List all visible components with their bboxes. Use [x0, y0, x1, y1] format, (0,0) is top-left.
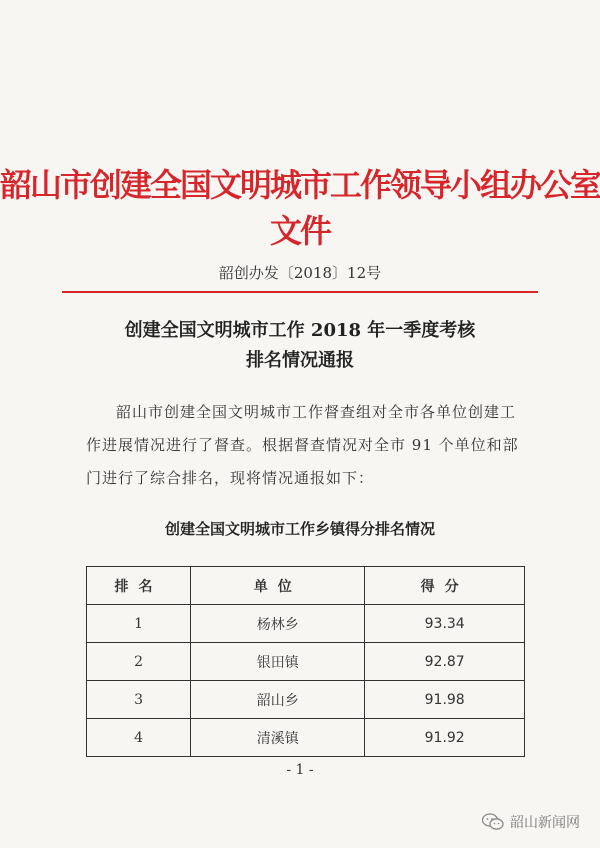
cell-unit: 清溪镇	[191, 719, 365, 757]
cell-score: 93.34	[365, 605, 525, 643]
body-text	[86, 396, 526, 495]
table-row	[87, 605, 525, 643]
main-title-line-1: 创建全国文明城市工作 2018 年一季度考核	[124, 320, 476, 341]
table-row	[87, 643, 525, 681]
header-title: 韶山市创建全国文明城市工作领导小组办公室文件	[0, 166, 600, 250]
main-title-line-2: 排名情况通报	[246, 350, 354, 371]
cell-unit: 杨林乡	[191, 605, 365, 643]
table-row	[87, 719, 525, 757]
cell-score: 91.92	[365, 719, 525, 757]
red-divider	[62, 291, 538, 293]
wechat-icon	[482, 813, 504, 831]
cell-score: 92.87	[365, 643, 525, 681]
cell-rank: 1	[87, 605, 191, 643]
main-title	[0, 316, 600, 376]
watermark	[482, 811, 580, 833]
watermark-text: 韶山新闻网	[510, 815, 580, 831]
doc-number: 韶创办发〔2018〕12号	[218, 264, 382, 282]
header-unit: 单位	[191, 567, 365, 605]
header-rank: 排名	[87, 567, 191, 605]
page-number: - 1 -	[286, 762, 314, 778]
body-paragraph: 韶山市创建全国文明城市工作督查组对全市各单位创建工作进展情况进行了督查。根据督查情况对全市 91 个单位和部门进行了综合排名，现将情况通报如下：	[86, 403, 519, 487]
cell-rank: 4	[87, 719, 191, 757]
cell-rank: 2	[87, 643, 191, 681]
table-header-row	[87, 567, 525, 605]
table-title: 创建全国文明城市工作乡镇得分排名情况	[164, 520, 435, 538]
cell-unit: 韶山乡	[191, 681, 365, 719]
cell-score: 91.98	[365, 681, 525, 719]
ranking-table	[86, 566, 525, 757]
cell-rank: 3	[87, 681, 191, 719]
table-row	[87, 681, 525, 719]
header-score: 得分	[365, 567, 525, 605]
cell-unit: 银田镇	[191, 643, 365, 681]
